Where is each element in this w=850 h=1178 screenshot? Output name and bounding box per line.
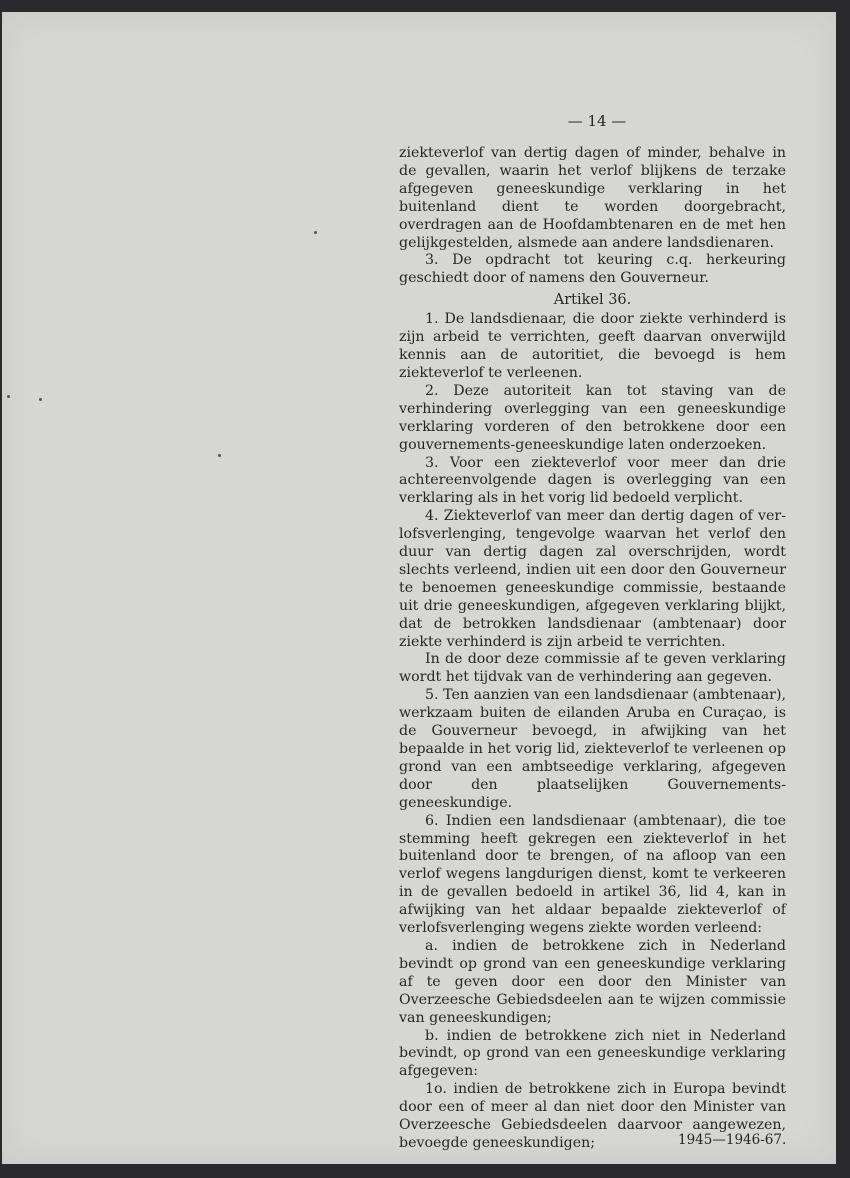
paragraph-36-4-continued: In de door deze commissie af te geven verklaring wordt het tijdvak van de verhindering aan gegeven. [399,651,786,686]
paper-speck [314,231,317,234]
paragraph-36-5: 5. Ten aanzien van een landsdienaar (ambtenaar), werkzaam buiten de eilanden Aruba en Curaçao, is de Gouverneur bevoegd, in afwijking van het bepaalde in het vorig lid, ziekteverlof te verleenen op grond van een ambtseedige verklaring, afgegeven door den plaatselijken Gouvernements-geneeskundige. [399,687,786,811]
paragraph-3-keuring: 3. De opdracht tot keuring c.q. herkeuring geschiedt door of namens den Gouverneur. [399,252,786,287]
footer-code: 1945—1946-67. [678,1132,787,1148]
paragraph-36-1: 1. De landsdienaar, die door ziekte verhinderd is zijn arbeid te verrichten, geeft daarvan onverwijld kennis aan de autoritiet, die bevoegd is hem ziekteverlof te verleenen. [399,311,786,381]
paragraph-36-4: 4. Ziekteverlof van meer dan dertig dagen of verlofsverlenging, tengevolge waarvan het verlof den duur van dertig dagen zal overschrijden, wordt slechts verleend, indien uit een door den Gouverneur te benoemen geneeskundige commissie, bestaande uit drie geneeskundigen, afgegeven verklaring blijkt, dat de betrokken landsdienaar (ambtenaar) door ziekte verhinderd is zijn arbeid te verrichten. [399,508,786,650]
paragraph-36-6: 6. Indien een landsdienaar (ambtenaar), die toe stemming heeft gekregen een ziekteverlof in het buitenland door te brengen, of na afloop van een verlof wegens langdurigen dienst, komt te verkeeren in de gevallen bedoeld in artikel 36, lid 4, kan in afwijking van het aldaar bepaalde ziekteverlof of verlofsverlenging wegens ziekte worden verleend: [399,812,786,937]
paragraph-36-6-b-1o: 1o. indien de betrokkene zich in Europa bevindt door een of meer al dan niet door den Minister van Overzeesche Gebiedsdeelen daarvoor aangewezen, bevoegde geneeskundigen; [399,1081,786,1151]
document-page [2,12,836,1164]
article-heading: Artikel 36. [553,292,632,309]
paragraph-36-6-b: b. indien de betrokkene zich niet in Nederland bevindt, op grond van een geneeskundige verklaring afgegeven: [399,1027,786,1080]
paragraph-36-2: 2. Deze autoriteit kan tot staving van de verhindering overlegging van een geneeskundige verklaring vorderen of den betrokkene door een gouvernements-geneeskundige laten onderzoeken. [399,382,786,453]
paper-speck [7,395,10,398]
paragraph-36-3: 3. Voor een ziekteverlof voor meer dan drie achtereenvolgende dagen is overlegging van een verklaring als in het vorig lid bedoeld verplicht. [399,454,786,507]
paper-speck [218,454,221,457]
paper-speck [39,398,42,401]
paragraph-continuation: ziekteverlof van dertig dagen of minder, behalve in de gevallen, waarin het verlof blijkens de terzake afgegeven geneeskundige verklaring in het buitenland dient te worden doorgebracht, overdragen aan de Hoofdambtenaren en de met hen gelijkgestelden, alsmede aan andere landsdienaren. [399,145,786,251]
page-number: — 14 — [567,112,627,130]
body-text [399,145,786,1153]
paragraph-36-6-a: a. indien de betrokkene zich in Nederland bevindt op grond van een geneeskundige verklaring af te geven door een door den Minister van Overzeesche Gebiedsdeelen aan te wijzen commissie van geneeskundigen; [399,937,786,1026]
